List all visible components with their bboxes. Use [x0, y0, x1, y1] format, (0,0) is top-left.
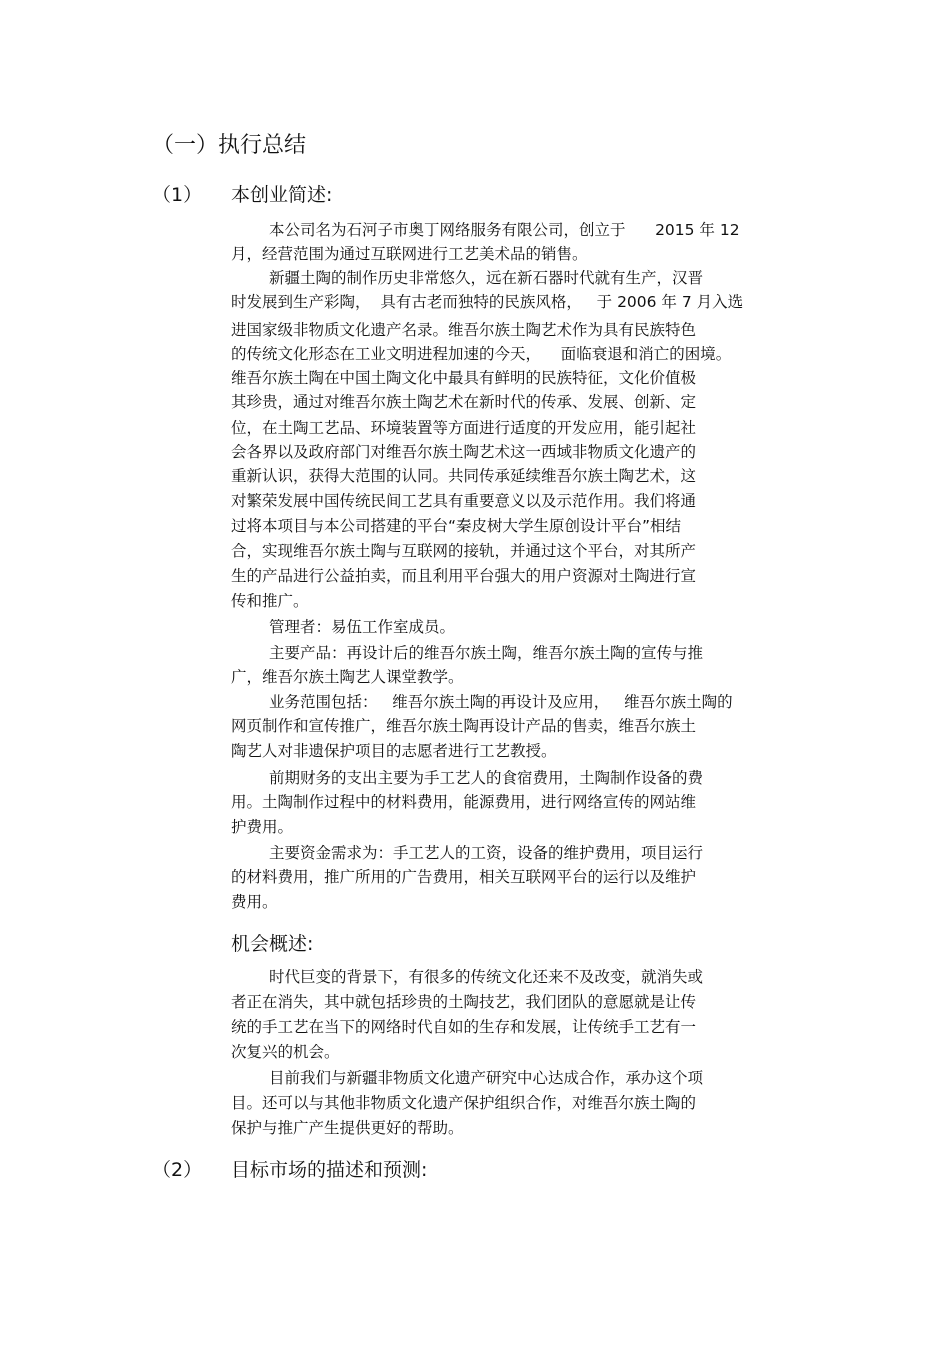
text-line: 者正在消失，其中就包括珍贵的土陶技艺，我们团队的意愿就是让传 — [231, 993, 697, 1011]
text-line: 主要资金需求为：手工艺人的工资，设备的维护费用，项目运行 — [269, 844, 704, 862]
text-line: 主要产品：再设计后的维吾尔族土陶，维吾尔族土陶的宣传与推 — [269, 644, 704, 662]
text-line: 维吾尔族土陶在中国土陶文化中最具有鲜明的民族特征，文化价值极 — [231, 369, 697, 387]
text-line: 陶艺人对非遗保护项目的志愿者进行工艺教授。 — [231, 742, 557, 760]
text-line: 统的手工艺在当下的网络时代自如的生存和发展，让传统手工艺有一 — [231, 1018, 697, 1036]
text-line: 其珍贵，通过对维吾尔族土陶艺术在新时代的传承、发展、创新、定 — [231, 393, 697, 411]
text-line: 管理者：易伍工作室成员。 — [269, 618, 456, 636]
text-line: 进国家级非物质文化遗产名录。维吾尔族土陶艺术作为具有民族特色 — [231, 321, 697, 339]
text-line: 次复兴的机会。 — [231, 1043, 340, 1061]
text-line: 位，在土陶工艺品、环境装置等方面进行适度的开发应用，能引起社 — [231, 419, 697, 437]
text-line: 前期财务的支出主要为手工艺人的食宿费用，土陶制作设备的费 — [269, 769, 704, 787]
text-line: 保护与推广产生提供更好的帮助。 — [231, 1119, 464, 1137]
text-line: 广，维吾尔族土陶艺人课堂教学。 — [231, 668, 464, 686]
subsection-number: （1） — [152, 184, 203, 206]
text-line: 生的产品进行公益拍卖，而且利用平台强大的用户资源对土陶进行宣 — [231, 567, 697, 585]
opportunity-heading: 机会概述: — [231, 933, 314, 955]
subsection-title: 目标市场的描述和预测: — [231, 1159, 428, 1181]
text-line: 新疆土陶的制作历史非常悠久，远在新石器时代就有生产，汉晋 — [269, 269, 704, 287]
text-line: 的材料费用，推广所用的广告费用，相关互联网平台的运行以及维护 — [231, 868, 697, 886]
text-line: 护费用。 — [231, 818, 294, 836]
text-line: 用。土陶制作过程中的材料费用，能源费用，进行网络宣传的网站维 — [231, 793, 697, 811]
section-title: 执行总结 — [218, 133, 307, 158]
subsection-heading-1 — [152, 180, 332, 207]
subsection-number: （2） — [152, 1159, 203, 1181]
text-line: 对繁荣发展中国传统民间工艺具有重要意义以及示范作用。我们将通 — [231, 492, 697, 510]
text-line: 目前我们与新疆非物质文化遗产研究中心达成合作，承办这个项 — [269, 1069, 704, 1087]
text-line: 时发展到生产彩陶， 具有古老而独特的民族风格， 于 2006 年 7 月入选 — [231, 293, 744, 311]
subsection-heading-2 — [152, 1155, 427, 1182]
text-line: 网页制作和宣传推广，维吾尔族土陶再设计产品的售卖，维吾尔族土 — [231, 717, 697, 735]
text-line: 时代巨变的背景下，有很多的传统文化还来不及改变，就消失或 — [269, 968, 704, 986]
text-line: 本公司名为石河子市奥丁网络服务有限公司，创立于 2015 年 12 — [269, 221, 740, 239]
text-line: 月，经营范围为通过互联网进行工艺美术品的销售。 — [231, 245, 588, 263]
text-line: 的传统文化形态在工业文明进程加速的今天， 面临衰退和消亡的困境。 — [231, 345, 732, 363]
section-heading — [152, 128, 306, 159]
text-line: 重新认识，获得大范围的认同。共同传承延续维吾尔族土陶艺术，这 — [231, 467, 697, 485]
section-number: （一） — [152, 133, 219, 158]
subsection-title: 本创业简述: — [231, 184, 333, 206]
text-line: 传和推广。 — [231, 592, 309, 610]
text-line: 过将本项目与本公司搭建的平台“秦皮树大学生原创设计平台”相结 — [231, 517, 682, 535]
text-line: 合，实现维吾尔族土陶与互联网的接轨，并通过这个平台，对其所产 — [231, 542, 697, 560]
text-line: 费用。 — [231, 893, 278, 911]
text-line: 会各界以及政府部门对维吾尔族土陶艺术这一西域非物质文化遗产的 — [231, 443, 697, 461]
text-line: 目。还可以与其他非物质文化遗产保护组织合作，对维吾尔族土陶的 — [231, 1094, 697, 1112]
text-line: 业务范围包括： 维吾尔族土陶的再设计及应用， 维吾尔族土陶的 — [269, 693, 733, 711]
